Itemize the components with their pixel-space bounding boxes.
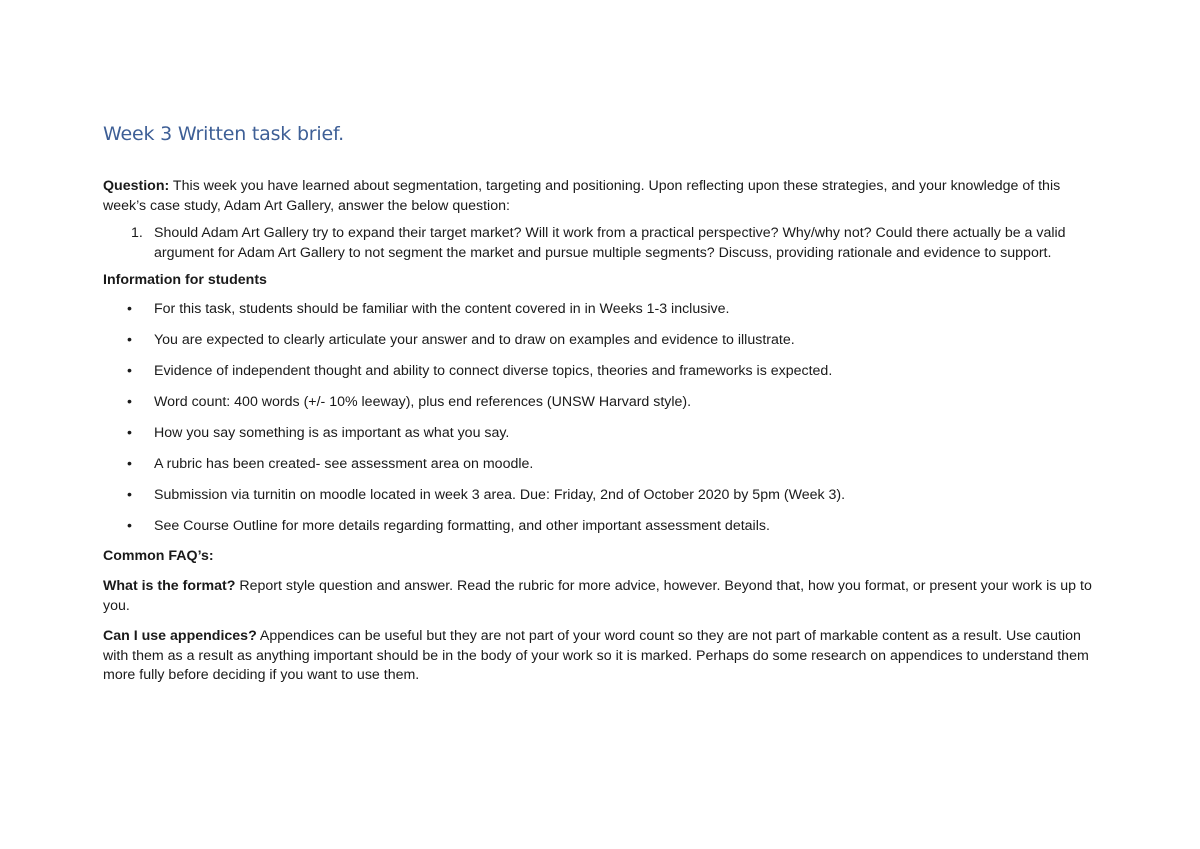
numbered-list-item bbox=[103, 224, 1103, 263]
document-page bbox=[103, 121, 1103, 686]
faq-answer: Appendices can be useful but they are not part of your word count so they are not part of markable content as a result. Use caution with them as a result as anything important should be in the body of your work so it is marked. Perhaps do some research on appendices to understand them more fully before deciding if you want to use them. bbox=[103, 628, 1089, 683]
bullet-item bbox=[103, 331, 1103, 351]
bullet-item bbox=[103, 362, 1103, 382]
bullet-text: Submission via turnitin on moodle located in week 3 area. Due: Friday, 2nd of October 2020 by 5pm (Week 3). bbox=[154, 486, 846, 503]
bullet-marker: • bbox=[127, 300, 132, 317]
bullet-text: You are expected to clearly articulate your answer and to draw on examples and evidence to illustrate. bbox=[154, 331, 795, 348]
bullet-marker: • bbox=[127, 393, 132, 410]
bullet-item bbox=[103, 486, 1103, 506]
bullet-item bbox=[103, 300, 1103, 320]
bullet-marker: • bbox=[127, 424, 132, 441]
bullet-text: For this task, students should be familiar with the content covered in in Weeks 1-3 inclusive. bbox=[154, 300, 730, 317]
bullet-marker: • bbox=[127, 486, 132, 503]
bullet-item bbox=[103, 455, 1103, 475]
bullet-marker: • bbox=[127, 517, 132, 534]
question-label: Question: bbox=[103, 178, 170, 194]
bullet-marker: • bbox=[127, 455, 132, 472]
document-title: Week 3 Written task brief. bbox=[103, 123, 344, 145]
faq-question: What is the format? bbox=[103, 578, 236, 594]
faq-item-appendices bbox=[103, 627, 1103, 686]
info-heading: Information for students bbox=[103, 272, 267, 288]
info-bullet-list bbox=[103, 300, 1103, 537]
list-item-text: Should Adam Art Gallery try to expand their target market? Will it work from a practical perspective? Why/why not? Could there actually be a valid argument for Adam Art Gallery to not segment the market and pursue multiple segments? Discuss, providing rationale and evidence to support. bbox=[154, 225, 1066, 261]
bullet-marker: • bbox=[127, 362, 132, 379]
bullet-item bbox=[103, 424, 1103, 444]
bullet-text: Word count: 400 words (+/- 10% leeway), plus end references (UNSW Harvard style). bbox=[154, 393, 692, 410]
bullet-text: Evidence of independent thought and ability to connect diverse topics, theories and frameworks is expected. bbox=[154, 362, 833, 379]
question-text: This week you have learned about segmentation, targeting and positioning. Upon reflecting upon these strategies, and your knowledge of this week’s case study, Adam Art Gallery, answer the below question: bbox=[103, 178, 1061, 214]
bullet-text: A rubric has been created- see assessment area on moodle. bbox=[154, 455, 534, 472]
faq-item-format bbox=[103, 577, 1103, 616]
faq-answer: Report style question and answer. Read the rubric for more advice, however. Beyond that, how you format, or present your work is up to you. bbox=[103, 578, 1092, 614]
bullet-item bbox=[103, 517, 1103, 537]
bullet-item bbox=[103, 393, 1103, 413]
question-paragraph bbox=[103, 177, 1103, 216]
bullet-text: See Course Outline for more details regarding formatting, and other important assessment details. bbox=[154, 517, 770, 534]
numbered-list bbox=[103, 224, 1103, 263]
bullet-marker: • bbox=[127, 331, 132, 348]
list-number: 1. bbox=[131, 225, 143, 241]
faq-question: Can I use appendices? bbox=[103, 628, 257, 644]
faq-heading: Common FAQ’s: bbox=[103, 547, 214, 564]
bullet-text: How you say something is as important as what you say. bbox=[154, 424, 510, 441]
